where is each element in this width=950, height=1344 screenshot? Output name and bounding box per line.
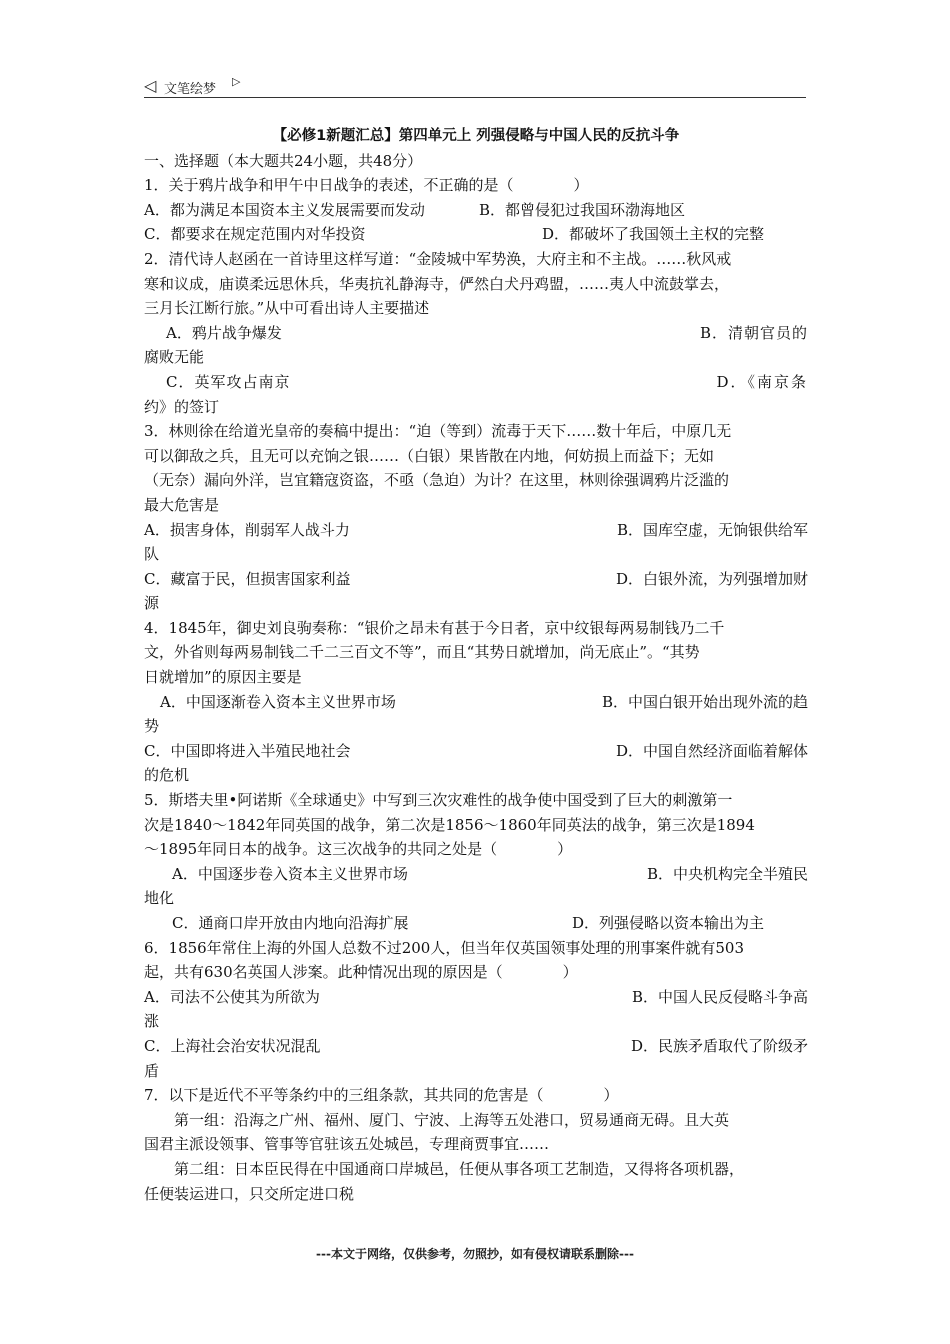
document-title: 【必修1新题汇总】第四单元上 列强侵略与中国人民的反抗斗争 bbox=[272, 128, 680, 144]
option-b-continued: 涨 bbox=[144, 1012, 160, 1031]
question-2-line-1: 2．清代诗人赵函在一首诗里这样写道：“金陵城中军势涣，大府主和不主战。……秋风戒 bbox=[144, 249, 732, 268]
option-a: A．司法不公使其为所欲为 bbox=[144, 987, 320, 1006]
option-b: B．国库空虚，无饷银供给军 bbox=[616, 520, 808, 539]
question-6-options-cd bbox=[144, 1034, 808, 1059]
question-3-line-1: 3．林则徐在给道光皇帝的奏稿中提出：“迫（等到）流毒于天下……数十年后，中原几无 bbox=[144, 422, 732, 441]
option-b: B．中国白银开始出现外流的趋 bbox=[601, 692, 808, 711]
option-d: D．中国自然经济面临着解体 bbox=[615, 741, 808, 760]
question-2-options-ab bbox=[144, 321, 808, 346]
option-d: D．《南京条 bbox=[716, 372, 808, 391]
question-3-line-4: 最大危害是 bbox=[144, 495, 220, 514]
question-7-clause-2: 第二组：日本臣民得在中国通商口岸城邑，任便从事各项工艺制造，又得将各项机器， bbox=[174, 1159, 745, 1178]
option-d-continued: 约》的签订 bbox=[144, 397, 220, 416]
question-5-options-cd bbox=[144, 911, 808, 936]
question-4-options-ab bbox=[144, 690, 808, 715]
option-a: A．鸦片战争爆发 bbox=[166, 323, 282, 342]
question-5-line-1: 5．斯塔夫里•阿诺斯《全球通史》中写到三次灾难性的战争使中国受到了巨大的刺激第一 bbox=[144, 791, 733, 810]
option-b: B．都曾侵犯过我国环渤海地区 bbox=[479, 200, 686, 219]
option-a: A．中国逐渐卷入资本主义世界市场 bbox=[160, 692, 396, 711]
option-c: C．通商口岸开放由内地向沿海扩展 bbox=[172, 914, 409, 932]
question-4-line-2: 文，外省则每两易制钱二千二三百文不等”，而且“其势日就增加，尚无底止”。“其势 bbox=[144, 643, 700, 662]
option-b: B．中央机构完全半殖民 bbox=[646, 864, 808, 883]
option-b: B．中国人民反侵略斗争高 bbox=[631, 987, 808, 1006]
question-2-line-2: 寒和议成，庙谟柔远思休兵，华夷抗礼静海寺，俨然白犬丹鸡盟，……夷人中流鼓掌去， bbox=[144, 274, 730, 293]
question-6-line-1: 6．1856年常住上海的外国人总数不过200人，但当年仅英国领事处理的刑事案件就有503 bbox=[144, 938, 744, 957]
question-1-options-ab bbox=[144, 198, 808, 223]
option-d: D．白银外流，为列强增加财 bbox=[615, 569, 808, 588]
option-a: A．都为满足本国资本主义发展需要而发动 bbox=[144, 200, 425, 219]
option-b-continued: 势 bbox=[144, 717, 160, 736]
question-3-options-cd bbox=[144, 567, 808, 592]
option-d-continued: 盾 bbox=[144, 1061, 160, 1080]
question-3-options-ab bbox=[144, 518, 808, 543]
option-b: B．清朝官员的 bbox=[699, 323, 808, 342]
question-7-clause-1-continued: 国君主派设领事、管事等官驻该五处城邑，专理商贾事宜…… bbox=[144, 1135, 550, 1154]
question-4-line-1: 4．1845年，御史刘良驹奏称：“银价之昂未有甚于今日者，京中纹银每两易制钱乃二千 bbox=[144, 618, 725, 637]
option-c: C．都要求在规定范围内对华投资 bbox=[144, 225, 366, 244]
option-b-continued: 队 bbox=[144, 545, 160, 564]
document-body bbox=[144, 124, 808, 1206]
question-7-clause-1: 第一组：沿海之广州、福州、厦门、宁波、上海等五处港口，贸易通商无碍。且大英 bbox=[174, 1110, 730, 1129]
question-6-line-2: 起，共有630名英国人涉案。此种情况出现的原因是（ ） bbox=[144, 963, 578, 982]
question-7-clause-2-continued: 任便装运进口，只交所定进口税 bbox=[144, 1184, 355, 1203]
option-c: C．英军攻占南京 bbox=[166, 372, 291, 391]
option-d-continued: 的危机 bbox=[144, 766, 190, 785]
header-divider bbox=[144, 97, 806, 98]
option-b-continued: 腐败无能 bbox=[144, 348, 205, 367]
question-1-options-cd bbox=[144, 222, 808, 247]
question-2-line-3: 三月长江断行旅。”从中可看出诗人主要描述 bbox=[144, 299, 430, 318]
option-b-continued: 地化 bbox=[144, 889, 175, 908]
option-c: C．藏富于民，但损害国家利益 bbox=[144, 569, 351, 588]
page-header bbox=[144, 74, 806, 98]
question-5-line-2: 次是1840～1842年同英国的战争，第二次是1856～1860年同英法的战争，第三次是1894 bbox=[144, 815, 755, 834]
option-c: C．中国即将进入半殖民地社会 bbox=[144, 741, 351, 760]
option-d: D．都破坏了我国领土主权的完整 bbox=[542, 225, 765, 244]
option-a: A．中国逐步卷入资本主义世界市场 bbox=[172, 864, 408, 883]
question-5-line-3: ～1895年同日本的战争。这三次战争的共同之处是（ ） bbox=[144, 840, 573, 859]
question-5-options-ab bbox=[144, 862, 808, 887]
question-6-options-ab bbox=[144, 985, 808, 1010]
right-triangle-icon: ▷ bbox=[232, 75, 241, 88]
brand-label: 文笔绘梦 bbox=[164, 82, 217, 97]
page-footer: ---本文于网络，仅供参考，勿照抄，如有侵权请联系删除--- bbox=[316, 1247, 634, 1261]
question-3-line-2: 可以御敌之兵，且无可以充饷之银……（白银）果皆散在内地，何妨损上而益下；无如 bbox=[144, 446, 715, 465]
option-d-continued: 源 bbox=[144, 594, 160, 613]
question-3-line-3: （无奈）漏向外洋，岂宜籍寇资盗，不亟（急迫）为计？在这里，林则徐强调鸦片泛滥的 bbox=[144, 471, 730, 490]
option-d: D．列强侵略以资本输出为主 bbox=[572, 914, 765, 932]
left-triangle-icon: ◁ bbox=[144, 76, 157, 95]
question-1-stem: 1．关于鸦片战争和甲午中日战争的表述，不正确的是（ ） bbox=[144, 176, 589, 195]
option-d: D．民族矛盾取代了阶级矛 bbox=[630, 1036, 808, 1055]
question-2-options-cd bbox=[144, 370, 808, 395]
section-heading: 一、选择题（本大题共24小题，共48分） bbox=[144, 151, 423, 170]
question-4-options-cd bbox=[144, 739, 808, 764]
question-7-stem: 7．以下是近代不平等条约中的三组条款，其共同的危害是（ ） bbox=[144, 1086, 619, 1105]
option-c: C．上海社会治安状况混乱 bbox=[144, 1036, 321, 1055]
option-a: A．损害身体，削弱军人战斗力 bbox=[144, 520, 350, 539]
question-4-line-3: 日就增加”的原因主要是 bbox=[144, 668, 302, 687]
